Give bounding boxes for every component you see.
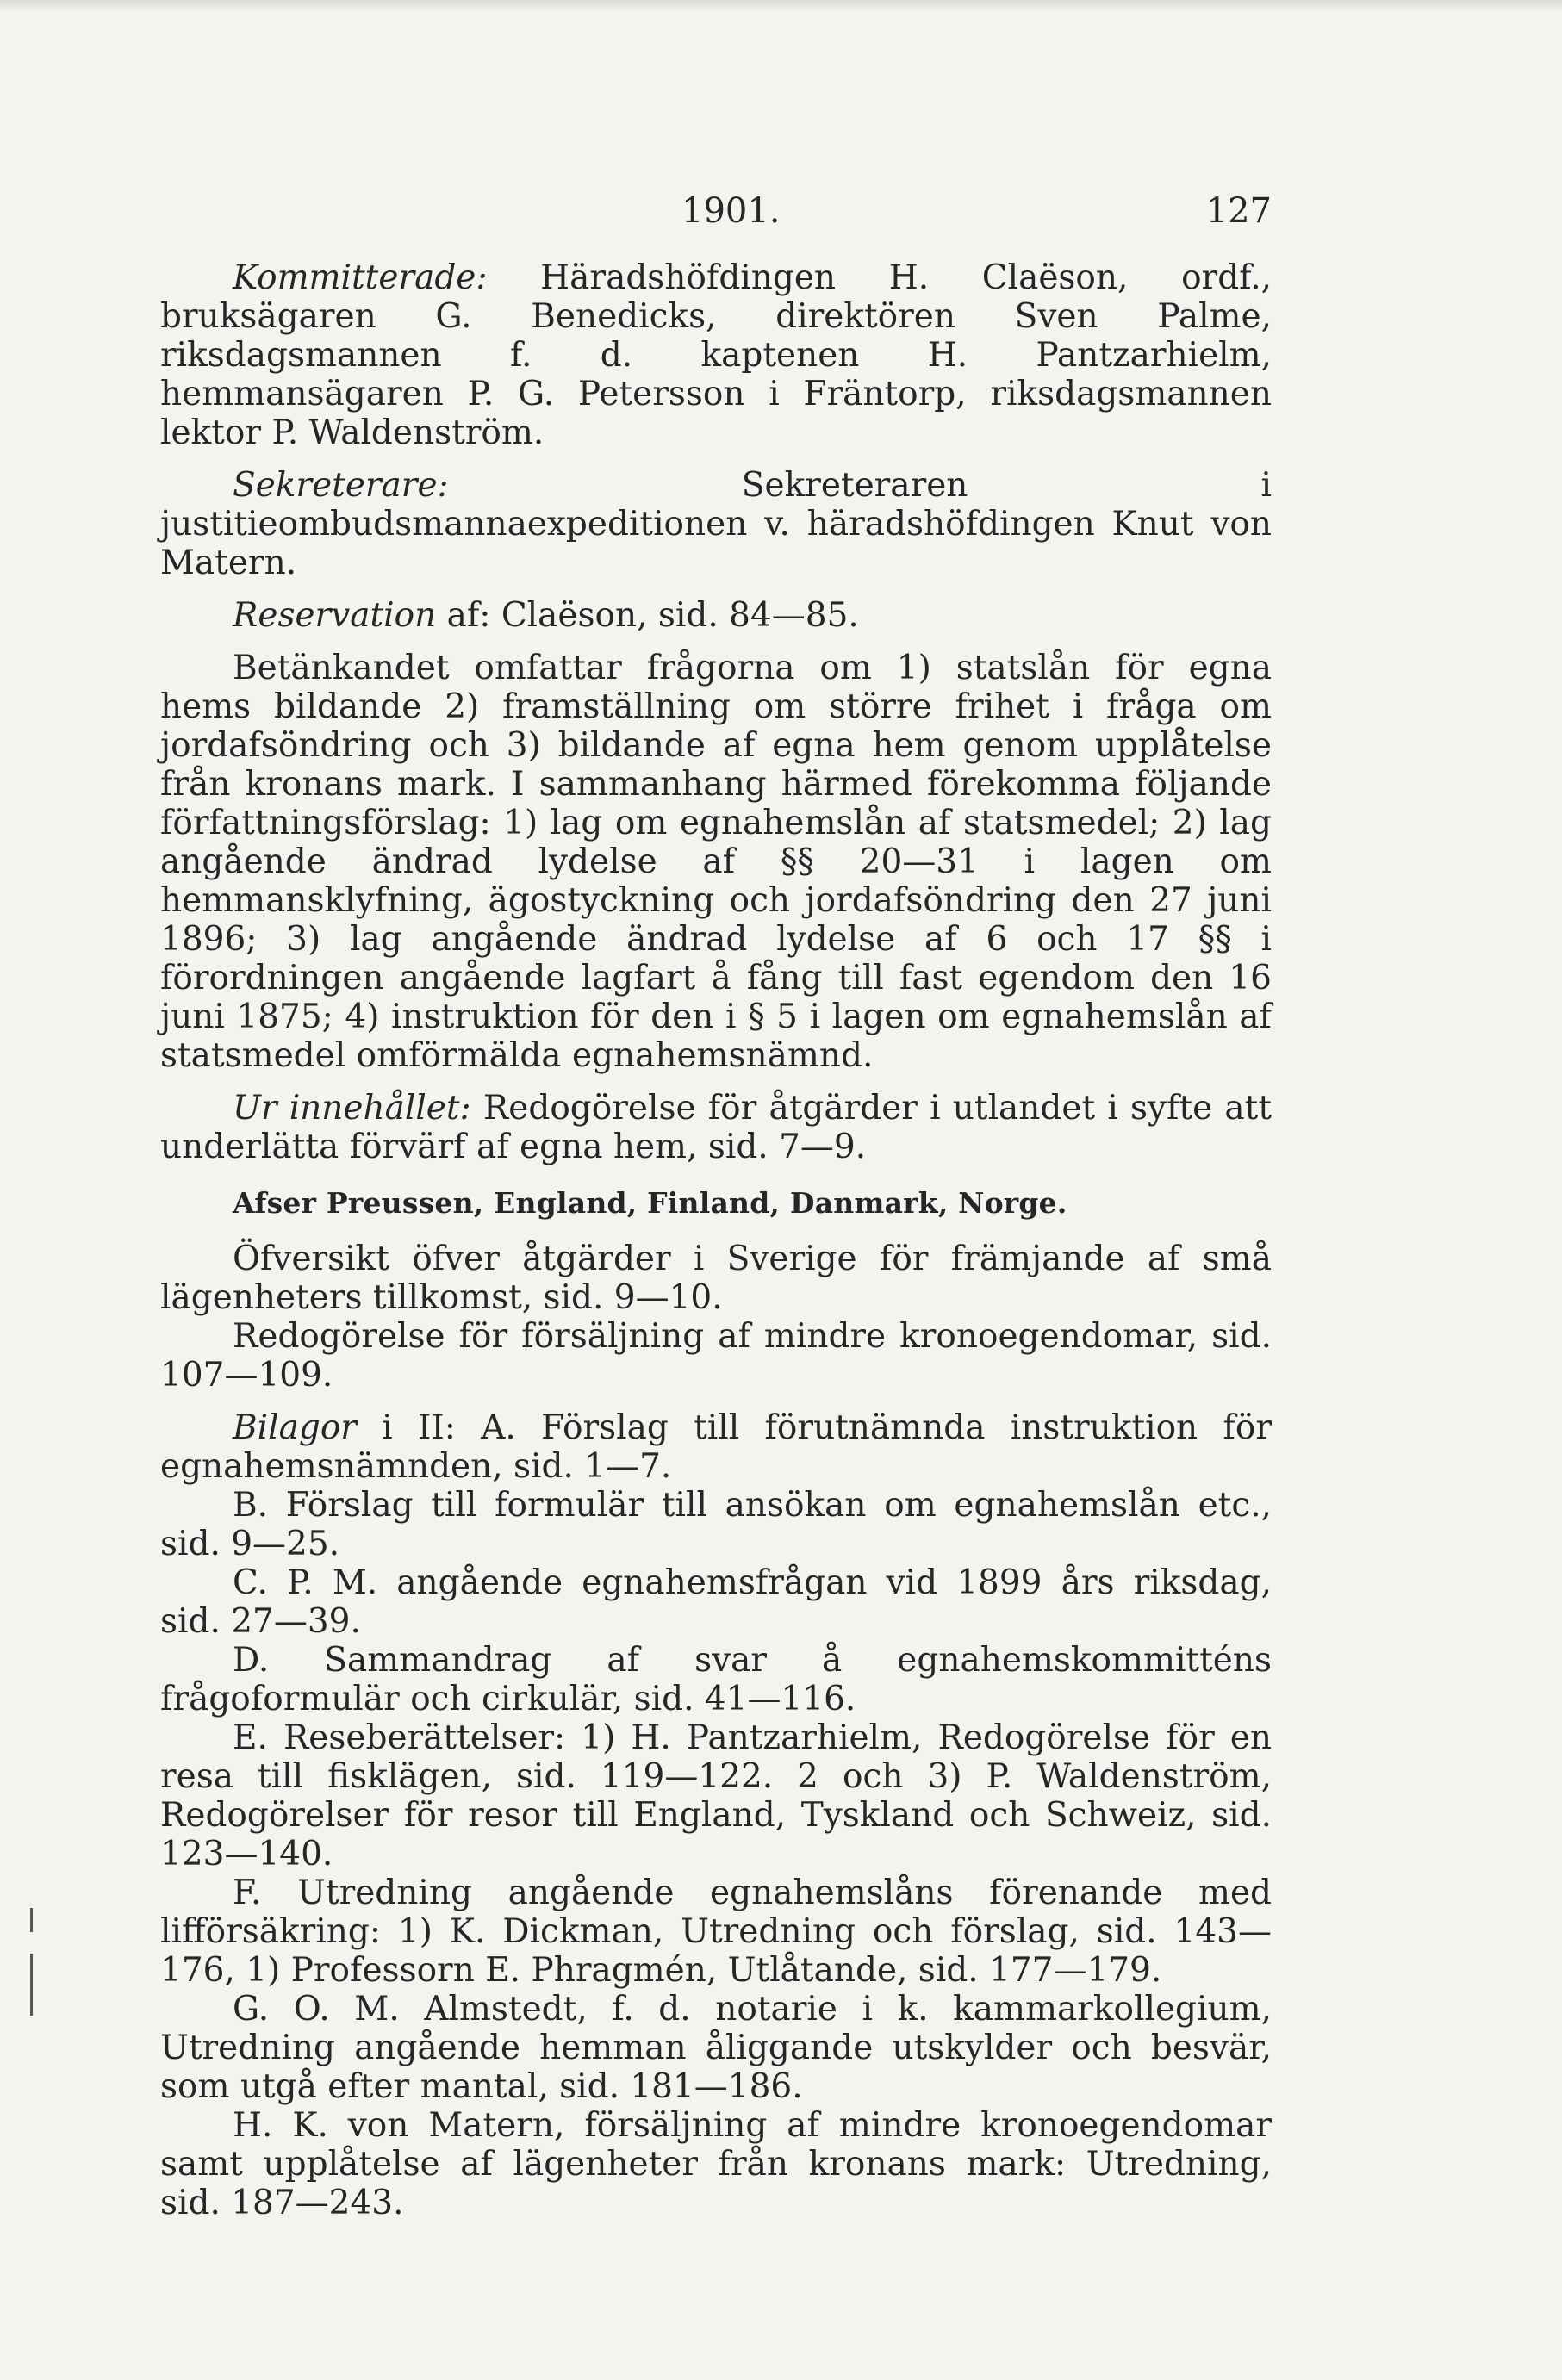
innehallet-label: Ur innehållet: [233, 1089, 471, 1128]
running-header [160, 181, 1272, 241]
reservation-text: af: Claëson, sid. 84—85. [436, 596, 859, 635]
innehallet-item: Redogörelse för försäljning af mindre kronoegendomar, sid. 107—109. [160, 1317, 1272, 1395]
page-body [160, 258, 1272, 2222]
bilaga-item: B. Förslag till formulär till ansökan om egnahemslån etc., sid. 9—25. [160, 1486, 1272, 1563]
bilagor-paragraph [160, 1408, 1272, 1486]
margin-mark [30, 1954, 33, 2016]
bilagor-label: Bilagor [233, 1408, 357, 1447]
kommitterade-paragraph [160, 258, 1272, 452]
bilaga-item: F. Utredning angående egnahemslåns förenande med lifförsäkring: 1) K. Dickman, Utredning och förslag, sid. 143—176, 1) Professorn E. Phragmén, Utlåtande, sid. 177—179. [160, 1874, 1272, 1990]
page-number: 127 [1205, 191, 1272, 231]
innehallet-item: Redogörelse för åtgärder i utlandet i syfte att underlätta förvärf af egna hem, sid. 7—9. [160, 1089, 1273, 1166]
innehallet-item: Öfversikt öfver åtgärder i Sverige för främjande af små lägenheters tillkomst, sid. 9—10. [160, 1240, 1272, 1317]
scan-top-edge [0, 0, 1562, 12]
sekreterare-label: Sekreterare: [233, 466, 449, 505]
bilaga-item: C. P. M. angående egnahemsfrågan vid 1899 års riksdag, sid. 27—39. [160, 1563, 1272, 1641]
bilaga-item: H. K. von Matern, försäljning af mindre kronoegendomar samt upplåtelse af lägenheter från kronans mark: Utredning, sid. 187—243. [160, 2106, 1272, 2222]
bilagor-intro: i II: A. Förslag till förutnämnda instruktion för egnahemsnämnden, sid. 1—7. [160, 1408, 1272, 1486]
bilaga-item: E. Reseberättelser: 1) H. Pantzarhielm, Redogörelse för en resa till fisklägen, sid. 119—122. 2 och 3) P. Waldenström, Redogörelser för resor till England, Tyskland och Schweiz, sid. 123—140. [160, 1718, 1272, 1874]
kommitterade-text: Häradshöfdingen H. Claëson, ordf., bruksägaren G. Benedicks, direktören Sven Palme, riksdagsmannen f. d. kaptenen H. Pantzarhielm, hemmansägaren P. G. Petersson i Fräntorp, riksdagsmannen lektor P. Waldenström. [160, 258, 1272, 452]
margin-mark [30, 1908, 33, 1932]
innehallet-paragraph [160, 1089, 1272, 1166]
reservation-label: Reservation [233, 596, 437, 635]
header-year: 1901. [681, 191, 781, 231]
sekreterare-paragraph [160, 466, 1272, 582]
bilaga-item: D. Sammandrag af svar å egnahemskommitténs frågoformulär och cirkulär, sid. 41—116. [160, 1641, 1272, 1718]
bilaga-item: G. O. M. Almstedt, f. d. notarie i k. kammarkollegium, Utredning angående hemman åliggande utskylder och besvär, som utgå efter mantal, sid. 181—186. [160, 1990, 1272, 2106]
betankandet-paragraph: Betänkandet omfattar frågorna om 1) statslån för egna hems bildande 2) framställning om större frihet i fråga om jordafsöndring och 3) bildande af egna hem genom upplåtelse från kronans mark. I sammanhang härmed förekomma följande författningsförslag: 1) lag om egnahemslån af statsmedel; 2) lag angående ändrad lydelse af §§ 20—31 i lagen om hemmansklyfning, ägostyckning och jordafsöndring den 27 juni 1896; 3) lag angående ändrad lydelse af 6 och 17 §§ i förordningen angående lagfart å fång till fast egendom den 16 juni 1875; 4) instruktion för den i § 5 i lagen om egnahemslån af statsmedel omförmälda egnahemsnämnd. [160, 649, 1272, 1075]
countries-note: Afser Preussen, England, Finland, Danmark, Norge. [233, 1186, 1067, 1220]
sekreterare-text: Sekreteraren i justitieombudsmannaexpeditionen v. häradshöfdingen Knut von Matern. [160, 466, 1272, 582]
reservation-paragraph [160, 596, 1272, 635]
kommitterade-label: Kommitterade: [233, 258, 488, 297]
